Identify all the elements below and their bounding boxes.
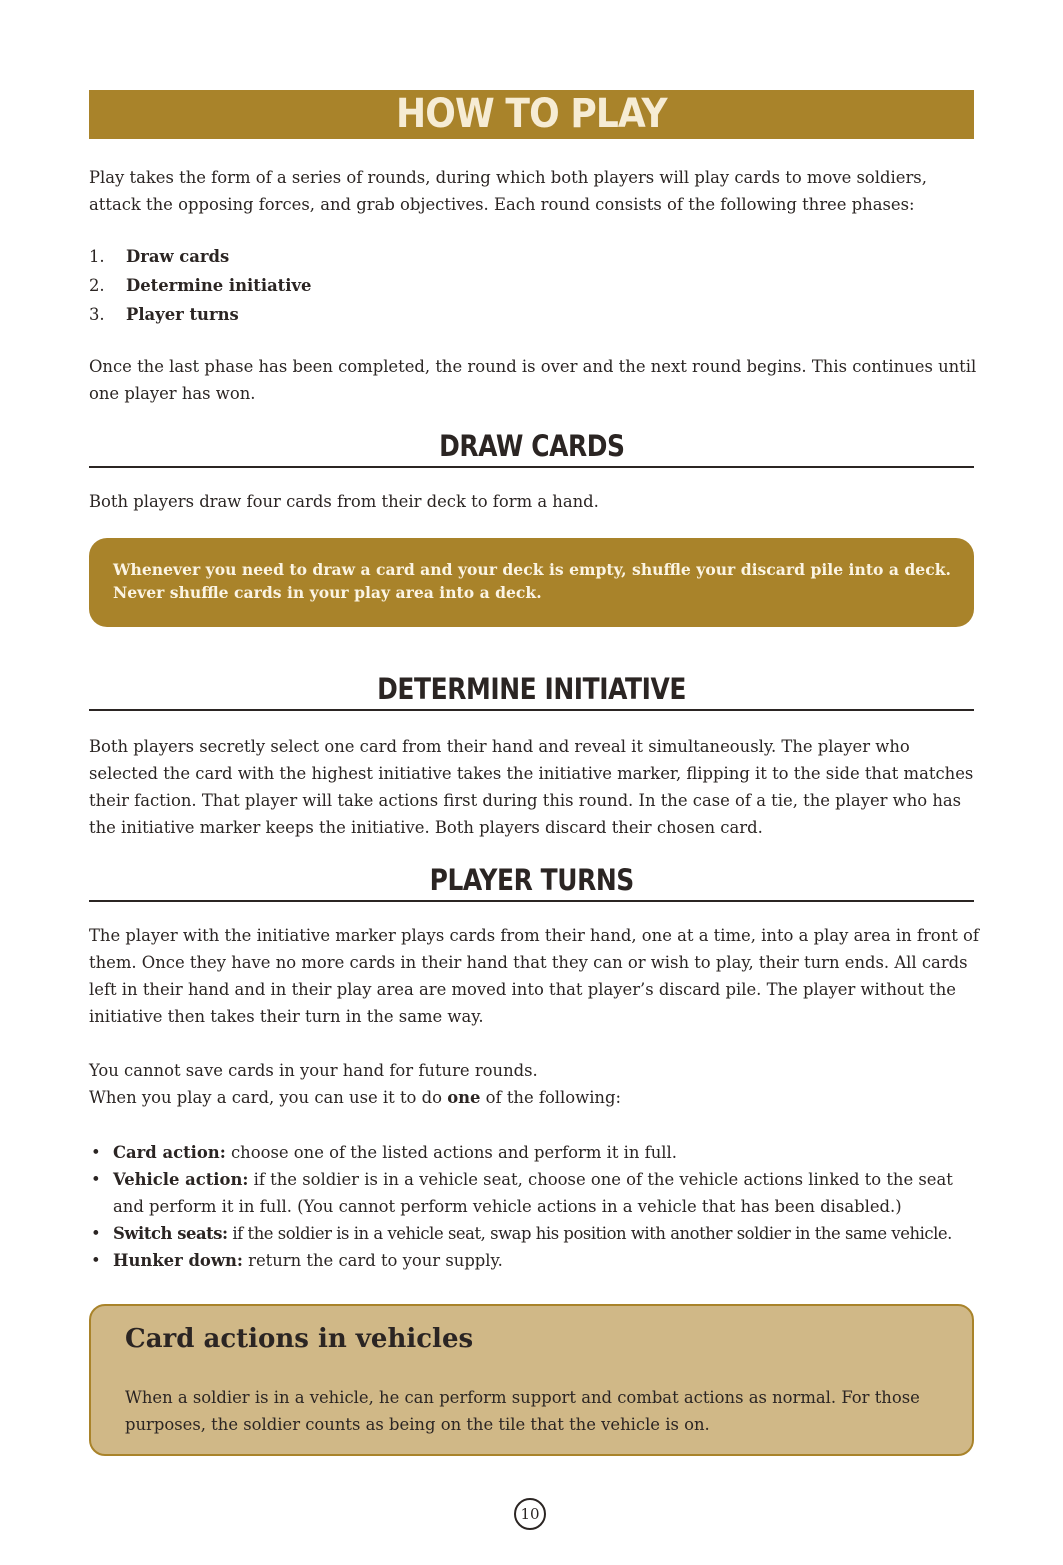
phase-item: 3. Player turns [89,305,239,324]
bullet-icon: • [91,1224,101,1243]
no-saving-text: You cannot save cards in your hand for future rounds. [89,1061,538,1080]
list-item: • Vehicle action: if the soldier is in a vehicle seat, choose one of the vehicle actions linked to the seat and perform it in full. (You cannot perform vehicle actions in a vehicle that has been disabled.) [89,1166,979,1220]
list-item: • Hunker down: return the card to your supply. [89,1247,979,1274]
intro-paragraph: Play takes the form of a series of rounds, during which both players will play cards to move soldiers, attack the opposing forces, and grab objectives. Each round consists of the following three phases: [89,168,927,214]
draw-cards-heading: DRAW CARDS [89,426,974,468]
vehicle-actions-sidebar [89,1304,974,1456]
card-use-options-list [89,1139,979,1274]
phase-item: 1. Draw cards [89,247,230,266]
phase-list [89,242,311,329]
player-turns-text: The player with the initiative marker plays cards from their hand, one at a time, into a play area in front of them. Once they have no more cards in their hand that they can or wish to play, their turn ends. All cards left in their hand and in their play area are moved into that player’s discard pile. The player without the initiative then takes their turn in the same way. [89,926,979,1026]
sidebar-title: Card actions in vehicles [125,1324,474,1354]
phase-item: 2. Determine initiative [89,276,312,295]
initiative-text: Both players secretly select one card from their hand and reveal it simultaneously. The player who selected the card with the highest initiative takes the initiative marker, flipping it to the side that matches their faction. That player will take actions first during this round. In the case of a tie, the player who has the initiative marker keeps the initiative. Both players discard their chosen card. [89,737,974,837]
list-item: • Card action: choose one of the listed actions and perform it in full. [89,1139,979,1166]
bullet-icon: • [91,1170,101,1189]
round-end-paragraph: Once the last phase has been completed, the round is over and the next round begins. This continues until one player has won. [89,357,977,403]
draw-cards-text: Both players draw four cards from their deck to form a hand. [89,492,599,511]
page-title: HOW TO PLAY [396,91,667,137]
sidebar-text: When a soldier is in a vehicle, he can perform support and combat actions as normal. For those purposes, the soldier counts as being on the tile that the vehicle is on. [125,1388,920,1434]
list-item: • Switch seats: if the soldier is in a vehicle seat, swap his position with another soldier in the same vehicle. [89,1220,979,1247]
play-card-options-text: When you play a card, you can use it to do one of the following: [89,1088,622,1107]
page-title-banner [89,90,974,139]
empty-deck-note: Whenever you need to draw a card and your deck is empty, shuffle your discard pile into a deck. Never shuffle cards in your play area into a deck. [89,538,974,627]
bullet-icon: • [91,1143,101,1162]
page-number: 10 [514,1498,546,1530]
determine-initiative-heading: DETERMINE INITIATIVE [89,669,974,711]
player-turns-heading: PLAYER TURNS [89,860,974,902]
bullet-icon: • [91,1251,101,1270]
